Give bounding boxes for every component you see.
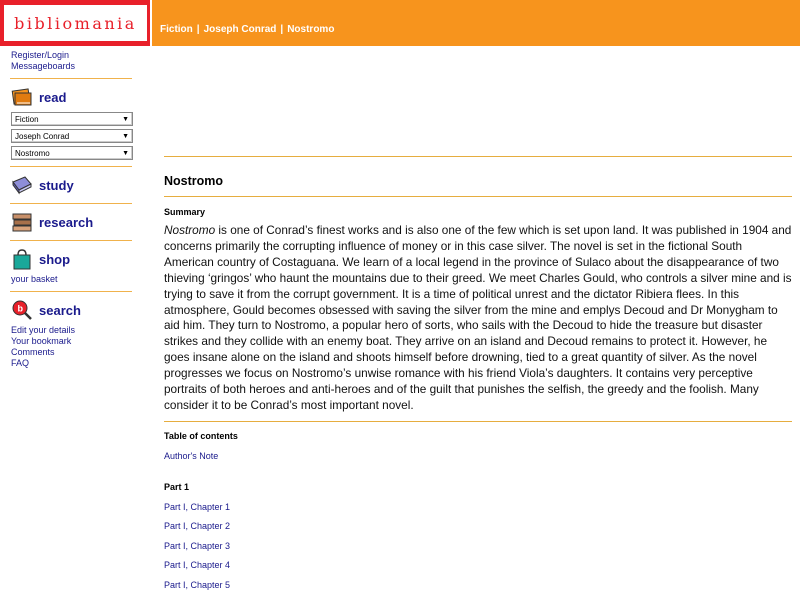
sidebar-divider (10, 78, 132, 79)
faq-link[interactable]: FAQ (11, 358, 30, 368)
part-heading: Part 1 (164, 482, 190, 492)
your-basket-link[interactable]: your basket (11, 274, 58, 284)
nav-research[interactable] (11, 210, 133, 234)
account-links (11, 325, 133, 369)
nav-shop-label: shop (39, 251, 71, 267)
breadcrumb-author[interactable]: Joseph Conrad (203, 24, 277, 35)
nav-research-label: research (39, 214, 94, 230)
toc-chapter-link[interactable]: Part I, Chapter 4 (164, 560, 231, 570)
nav-search-label: search (39, 302, 81, 318)
book-select[interactable] (11, 146, 133, 160)
chevron-down-icon: ▼ (122, 149, 129, 157)
toc-chapter-link[interactable]: Part I, Chapter 1 (164, 502, 231, 512)
nav-study-label: study (39, 177, 74, 193)
toc-authors-note-link[interactable]: Author's Note (164, 451, 219, 461)
breadcrumb-book[interactable]: Nostromo (287, 24, 335, 35)
sidebar-divider (10, 203, 132, 204)
sidebar-divider (10, 166, 132, 167)
nav-read-label: read (39, 89, 67, 105)
author-select[interactable] (11, 129, 133, 143)
breadcrumb (160, 24, 334, 35)
sidebar (11, 50, 133, 369)
books-stack-icon (11, 211, 33, 233)
chevron-down-icon: ▼ (122, 132, 129, 140)
messageboards-link[interactable]: Messageboards (11, 61, 76, 71)
your-bookmark-link[interactable]: Your bookmark (11, 336, 72, 346)
sidebar-divider (10, 240, 132, 241)
nav-study[interactable] (11, 173, 133, 197)
summary-book-title: Nostromo (164, 223, 216, 237)
summary-heading: Summary (164, 207, 206, 217)
author-select-value: Joseph Conrad (15, 131, 70, 141)
logo-box[interactable] (0, 0, 150, 46)
study-book-icon (11, 174, 33, 196)
breadcrumb-fiction[interactable]: Fiction (160, 24, 193, 35)
register-login-link[interactable]: Register/Login (11, 50, 70, 60)
shopping-bag-icon (11, 248, 33, 270)
sidebar-divider (10, 291, 132, 292)
content-divider (164, 421, 792, 422)
chevron-down-icon: ▼ (122, 115, 129, 123)
toc-heading: Table of contents (164, 431, 238, 441)
nav-shop[interactable] (11, 247, 133, 271)
book-select-value: Nostromo (15, 148, 50, 158)
content-divider (164, 156, 792, 157)
logo-panel (4, 5, 147, 41)
search-magnifier-icon (11, 299, 33, 321)
edit-details-link[interactable]: Edit your details (11, 325, 76, 335)
nav-read[interactable] (11, 85, 133, 109)
breadcrumb-separator: | (196, 24, 200, 35)
genre-select[interactable] (11, 112, 133, 126)
toc-chapter-link[interactable]: Part I, Chapter 3 (164, 541, 231, 551)
breadcrumb-separator: | (280, 24, 284, 35)
summary-paragraph (164, 223, 792, 414)
svg-text:b: b (17, 303, 23, 314)
genre-select-value: Fiction (15, 114, 39, 124)
site-logo[interactable]: bibliomania (14, 13, 137, 33)
book-icon (11, 86, 33, 108)
nav-search[interactable] (11, 298, 133, 322)
toc-chapter-link[interactable]: Part I, Chapter 5 (164, 580, 231, 590)
header-bar (152, 0, 800, 46)
summary-text: is one of Conrad’s finest works and is also one of the few which is set upon land. It was published in 1904 and concerns primarily the corrupting influence of money or in this case silver. The novel is set in the fictional South American country of Costaguana. We learn of a local legend in the province of Sulaco about the disappearance of two thieving ‘gringos’ who haunt the mountains due to their greed. We meet Charles Gould, who controls a silver mine and is trying to save it from the corrupt government. It is a time of political unrest and the dictator Ribiera flees. In this atmosphere, Gould becomes obsessed with saving the silver from the mine and emplys Decoud and Dr Monygham to aid him. They turn to Nostromo, a popular hero of sorts, who sails with the Decoud to hide the treasure but disaster strikes and they collide with an enemy boat. They arrive on an island and Decoud remains to protect it. However, he goes insane alone on the island and shoots himself before drowning, tied to a great quantity of silver. As the novel progresses we focus on Nostromo’s unwise romance with his friend Viola’s daughters. It contains very perceptive portraits of both heroes and anti-heroes and of the guilt that punishes the selfish, the greedy and the foolish. Many consider it to be Conrad’s most important novel. (164, 223, 792, 412)
content-divider (164, 196, 792, 197)
comments-link[interactable]: Comments (11, 347, 55, 357)
toc-chapter-link[interactable]: Part I, Chapter 2 (164, 521, 231, 531)
page-title: Nostromo (164, 174, 224, 188)
